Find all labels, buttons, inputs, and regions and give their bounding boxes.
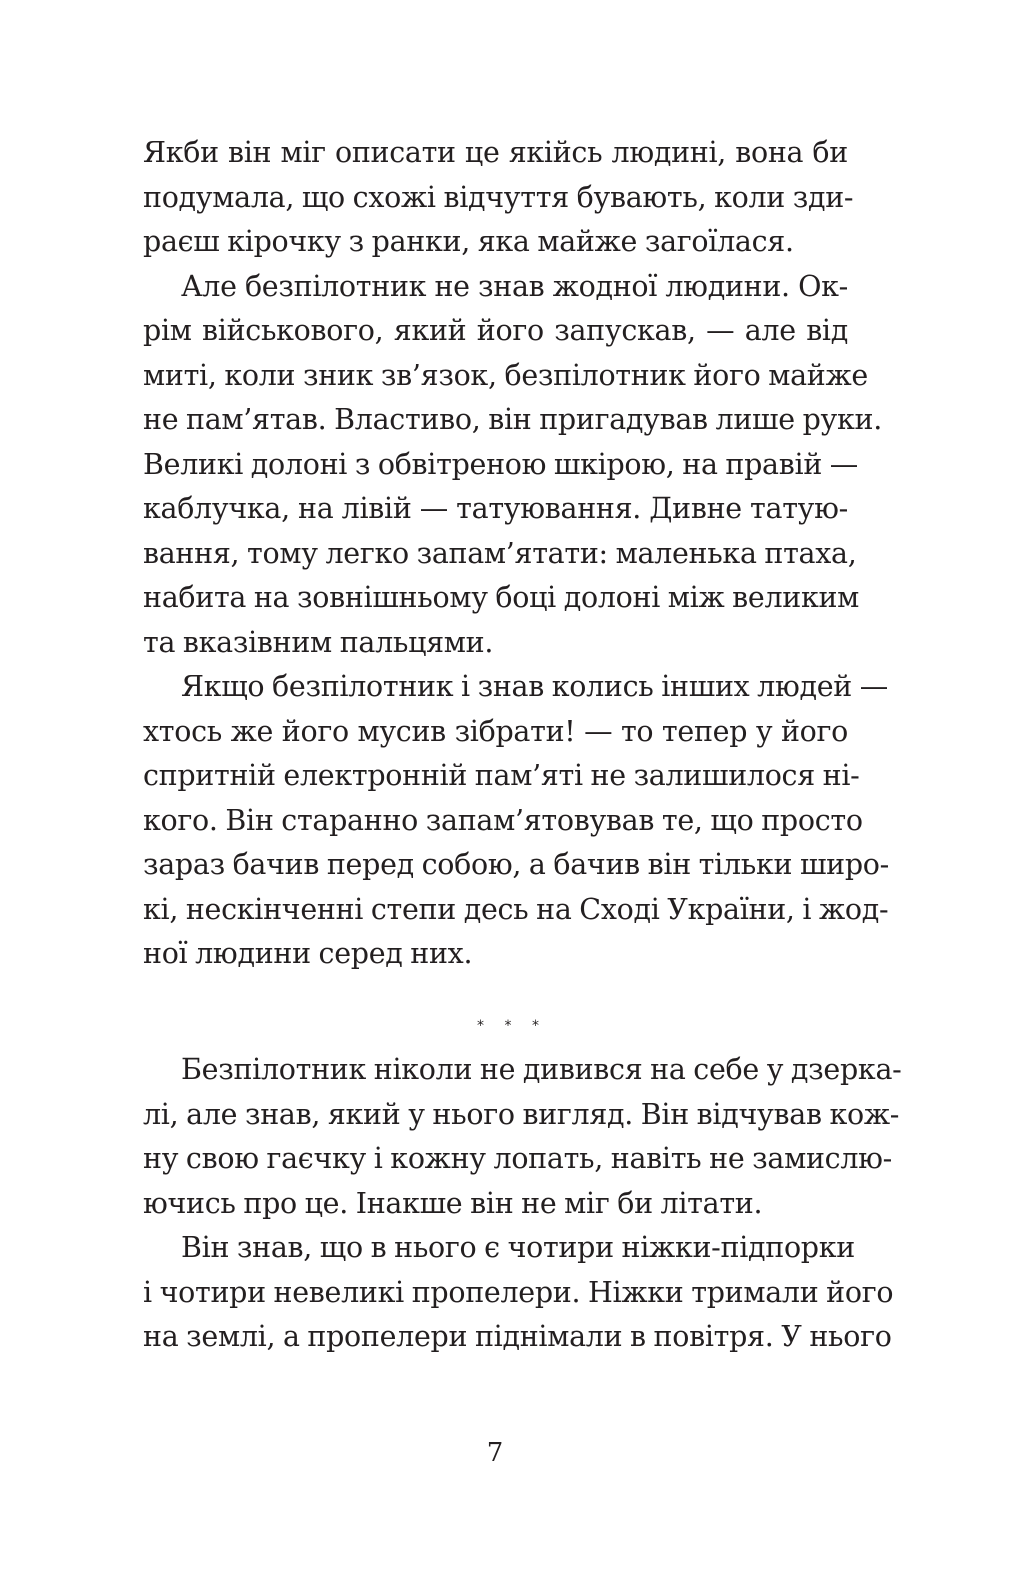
text-line: Великі долоні з обвітреною шкірою, на правій —: [143, 447, 858, 481]
paragraph: [143, 265, 882, 666]
body-text-section-2: [143, 1048, 902, 1360]
text-line: лі, але знав, який у нього вигляд. Він відчував кож-: [143, 1097, 900, 1131]
text-line: вання, тому легко запам’ятати: маленька птаха,: [143, 536, 857, 570]
text-line: ної людини серед них.: [143, 937, 473, 970]
text-line: кого. Він старанно запам’ятовував те, що просто: [143, 803, 863, 837]
text-line: та вказівним пальцями.: [143, 625, 494, 659]
section-separator: * * *: [477, 1018, 547, 1034]
text-line: і чотири невеликі пропелери. Ніжки тримали його: [143, 1275, 894, 1309]
text-line: не пам’ятав. Властиво, він пригадував лише руки.: [143, 403, 882, 436]
text-line: Якщо безпілотник і знав колись інших людей —: [181, 670, 888, 703]
text-line: каблучка, на лівій — татуювання. Дивне татую-: [143, 492, 848, 525]
page-number: 7: [486, 1438, 504, 1468]
paragraph: [143, 665, 889, 977]
text-line: Безпілотник ніколи не дивився на себе у дзерка-: [181, 1053, 902, 1086]
text-line: рім військового, який його запускав, — але від: [143, 314, 848, 347]
paragraph: [143, 1048, 902, 1226]
text-line: раєш кірочку з ранки, яка майже загоїлася.: [143, 225, 794, 258]
paragraph: [143, 131, 854, 265]
text-line: зараз бачив перед собою, а бачив він тільки широ-: [143, 848, 889, 881]
body-text-section-1: [143, 131, 889, 977]
text-line: Але безпілотник не знав жодної людини. Ок-: [181, 269, 848, 303]
text-line: Він знав, що в нього є чотири ніжки-підпорки: [181, 1231, 855, 1264]
text-line: на землі, а пропелери піднімали в повітря. У нього: [143, 1320, 892, 1353]
text-line: Якби він міг описати це якійсь людині, вона би: [143, 136, 848, 169]
text-line: хтось же його мусив зібрати! — то тепер у його: [143, 714, 848, 748]
text-line: подумала, що схожі відчуття бувають, коли зди-: [143, 180, 854, 214]
text-line: спритній електронній пам’яті не залишилося ні-: [143, 759, 860, 792]
text-line: набита на зовнішньому боці долоні між великим: [143, 581, 860, 614]
paragraph: [143, 1226, 894, 1360]
text-line: ну свою гаєчку і кожну лопать, навіть не замислю-: [143, 1142, 892, 1175]
text-line: кі, нескінченні степи десь на Сході України, і жод-: [143, 892, 889, 926]
text-line: миті, коли зник зв’язок, безпілотник його майже: [143, 358, 868, 392]
text-line: ючись про це. Інакше він не міг би літати.: [143, 1186, 763, 1220]
